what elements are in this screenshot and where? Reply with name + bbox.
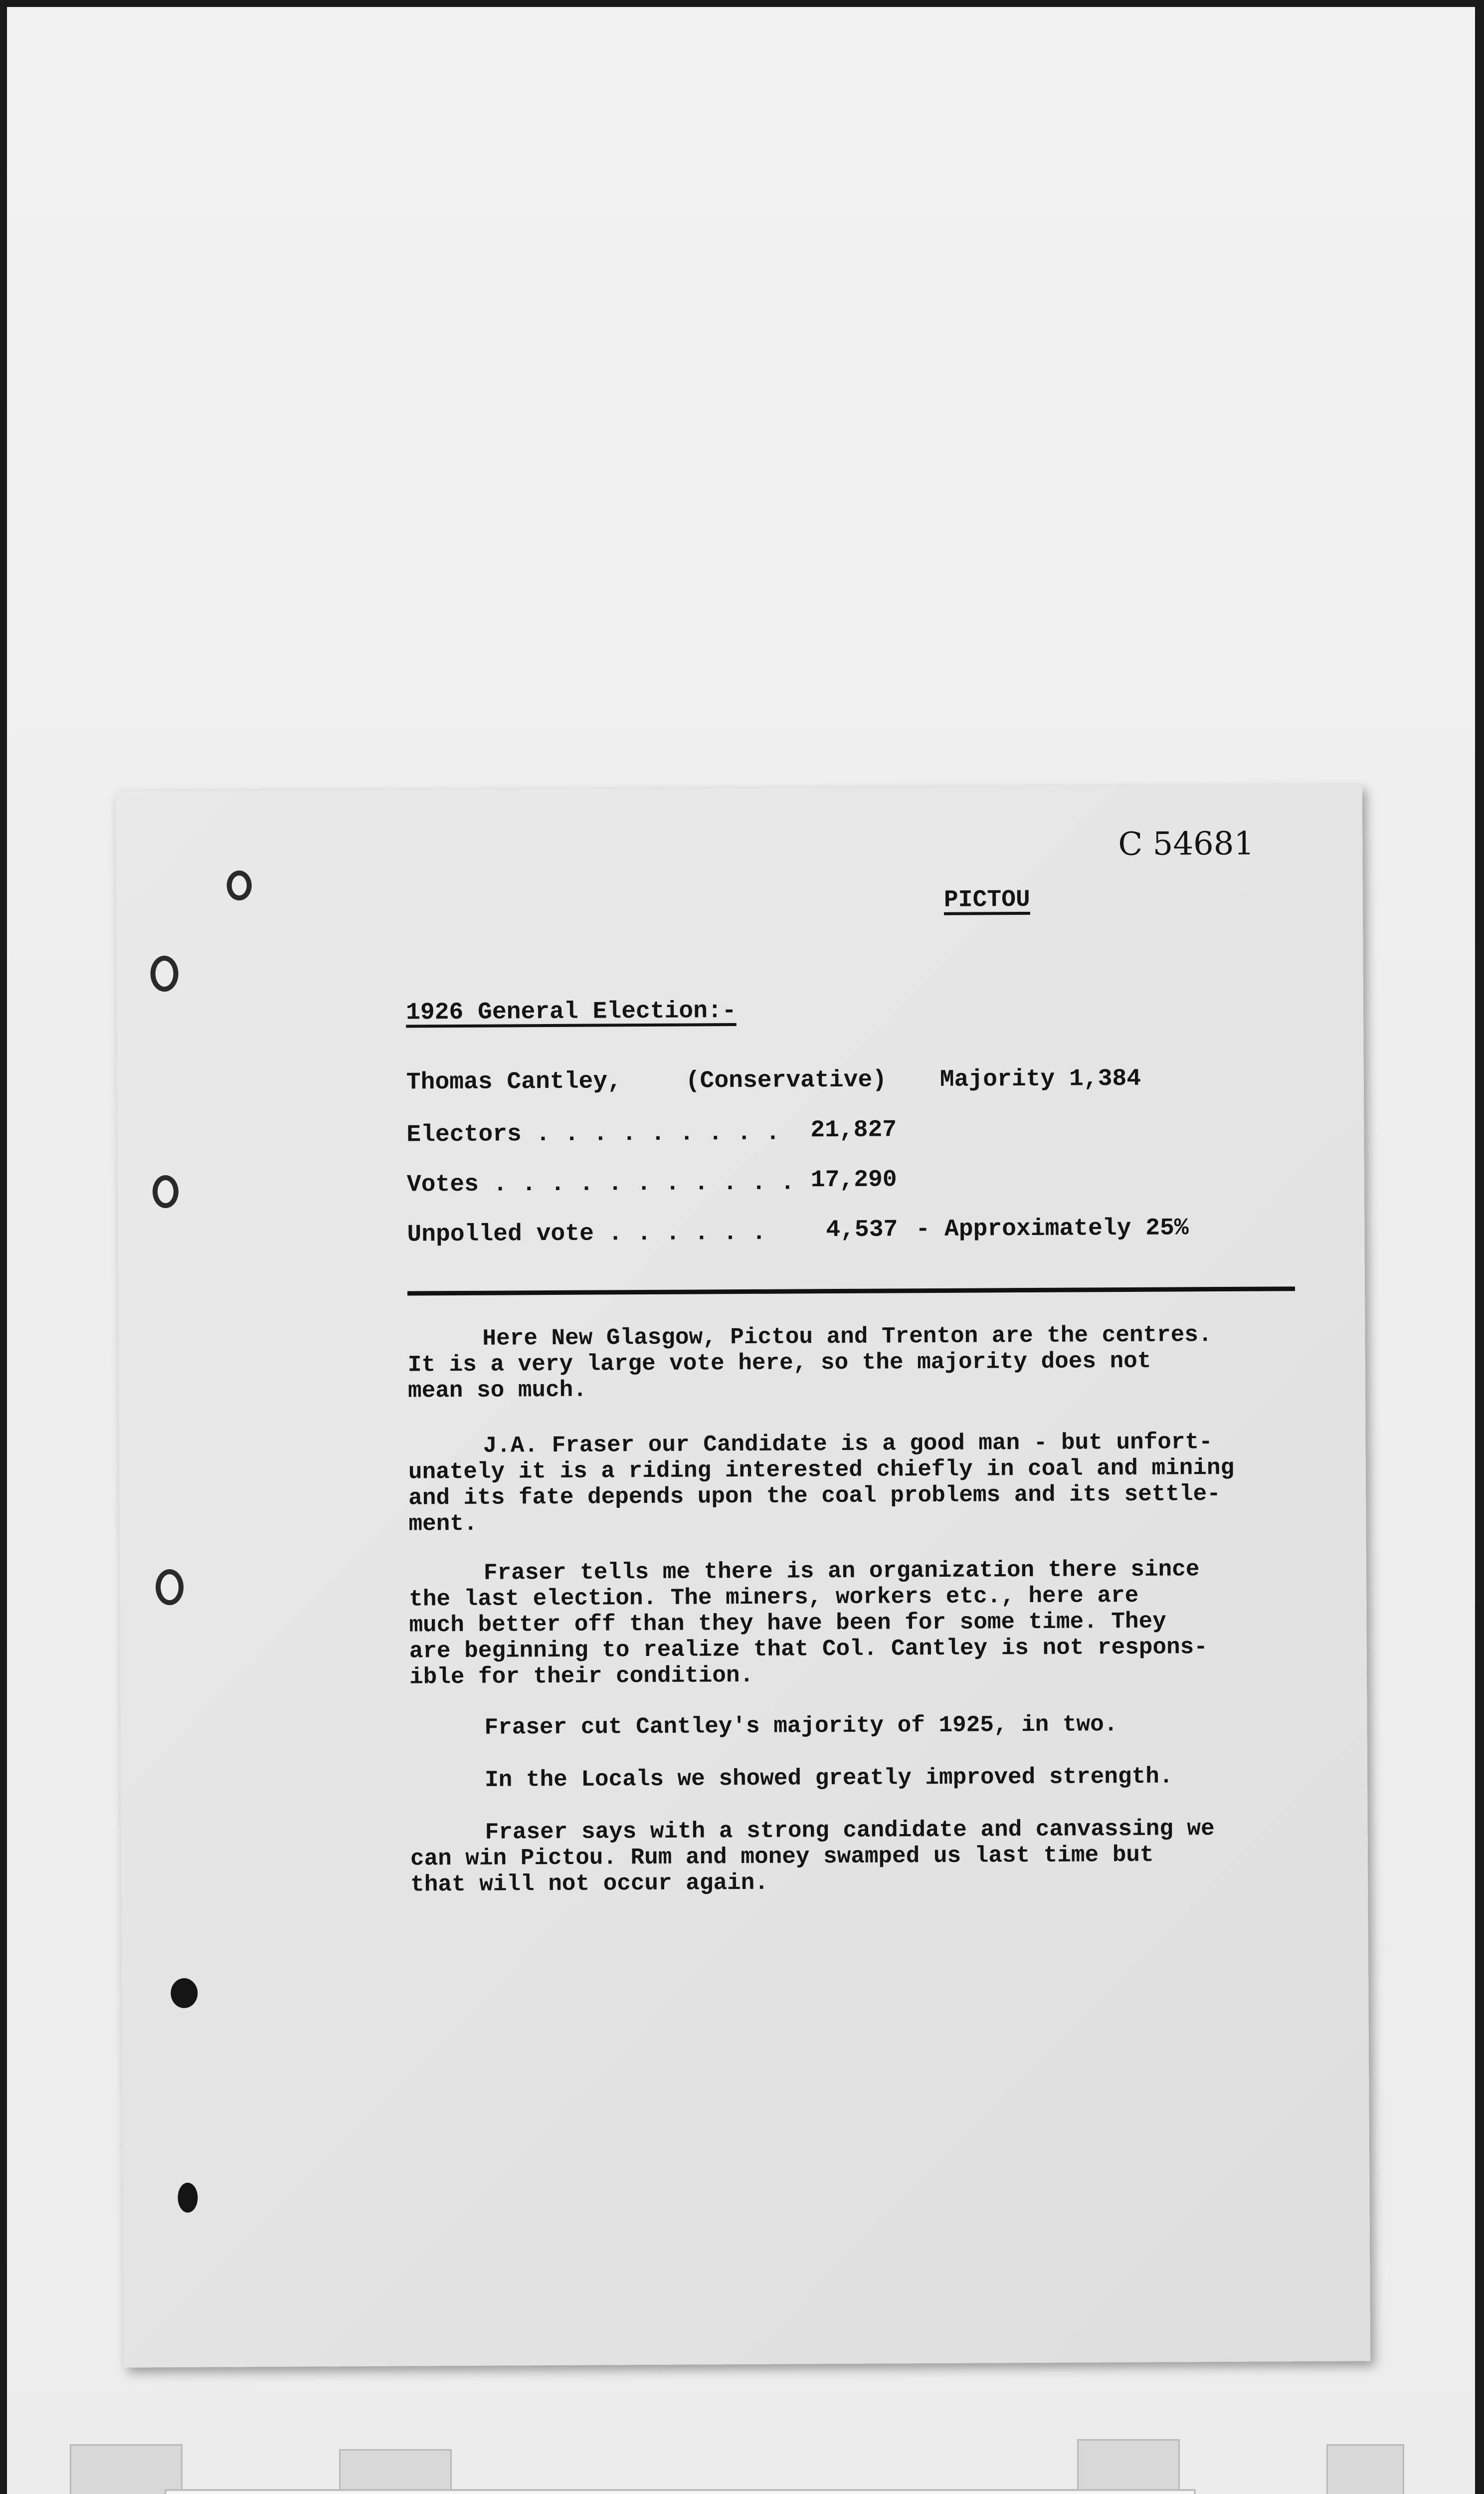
binder-clip-left — [70, 2444, 183, 2494]
punch-hole-icon — [178, 2183, 197, 2213]
paragraph — [408, 1429, 1286, 1537]
divider-rule — [407, 1286, 1295, 1295]
stat-label: Electors . . . . . . . . . — [406, 1119, 780, 1149]
paragraph-line: unately it is a riding interested chiefly in coal and mining — [408, 1455, 1235, 1485]
paragraph-line: J.A. Fraser our Candidate is a good man - but unfort- — [483, 1429, 1213, 1459]
paragraph-line: that will not occur again. — [410, 1870, 769, 1898]
paragraph-line: Fraser says with a strong candidate and canvassing we — [485, 1816, 1215, 1846]
archive-label-card — [165, 2489, 1196, 2494]
document-number: C 54681 — [1118, 825, 1255, 863]
paragraph-line: Here New Glasgow, Pictou and Trenton are the centres. — [482, 1322, 1212, 1352]
paragraph — [410, 1815, 1289, 1897]
paragraph-line: the last election. The miners, workers etc., here are — [409, 1582, 1139, 1613]
paragraph-line: much better off than they have been for some time. They — [409, 1608, 1166, 1639]
candidate-majority: Majority 1,384 — [939, 1065, 1141, 1093]
label-clip-left — [339, 2449, 452, 2494]
punch-hole-icon — [150, 956, 178, 992]
punch-hole-icon — [156, 1569, 184, 1605]
punch-hole-icon — [227, 870, 252, 900]
stat-value: 17,290 — [810, 1166, 897, 1194]
stat-note: - Approximately 25% — [916, 1215, 1189, 1244]
paragraph-line: and its fate depends upon the coal problems and its settle- — [408, 1480, 1221, 1511]
candidate-party: (Conservative) — [685, 1066, 887, 1095]
stat-label: Votes . . . . . . . . . . . — [406, 1169, 795, 1199]
paragraph-line: It is a very large vote here, so the majority does not — [407, 1348, 1151, 1378]
paragraph-line: ment. — [408, 1510, 478, 1537]
paragraph-line: In the Locals we showed greatly improved strength. — [484, 1763, 1173, 1793]
paragraph-line: Fraser tells me there is an organization there since — [483, 1556, 1200, 1586]
memo-sheet — [116, 785, 1371, 2367]
paragraph — [409, 1710, 1287, 1741]
paragraph-line: can win Pictou. Rum and money swamped us last time but — [410, 1842, 1154, 1872]
paragraph — [410, 1763, 1288, 1793]
punch-hole-icon — [171, 1978, 197, 2008]
label-clip-right — [1077, 2439, 1180, 2494]
punch-hole-icon — [153, 1175, 179, 1208]
paragraph-line: mean so much. — [407, 1377, 587, 1404]
binder-clip-right — [1326, 2444, 1404, 2494]
paragraph-line: Fraser cut Cantley's majority of 1925, in two. — [484, 1711, 1118, 1741]
paragraph-line: ible for their condition. — [409, 1662, 754, 1690]
candidate-name: Thomas Cantley, — [406, 1068, 622, 1096]
stat-value: 21,827 — [810, 1116, 897, 1144]
stat-label: Unpolled vote . . . . . . — [407, 1219, 766, 1248]
stat-value: 4,537 — [826, 1216, 898, 1244]
paragraph — [409, 1556, 1287, 1690]
section-title: 1926 General Election:- — [405, 998, 737, 1027]
paragraph-line: are beginning to realize that Col. Cantley is not respons- — [409, 1634, 1208, 1664]
document-heading: PICTOU — [943, 886, 1030, 914]
paragraph — [407, 1321, 1286, 1404]
